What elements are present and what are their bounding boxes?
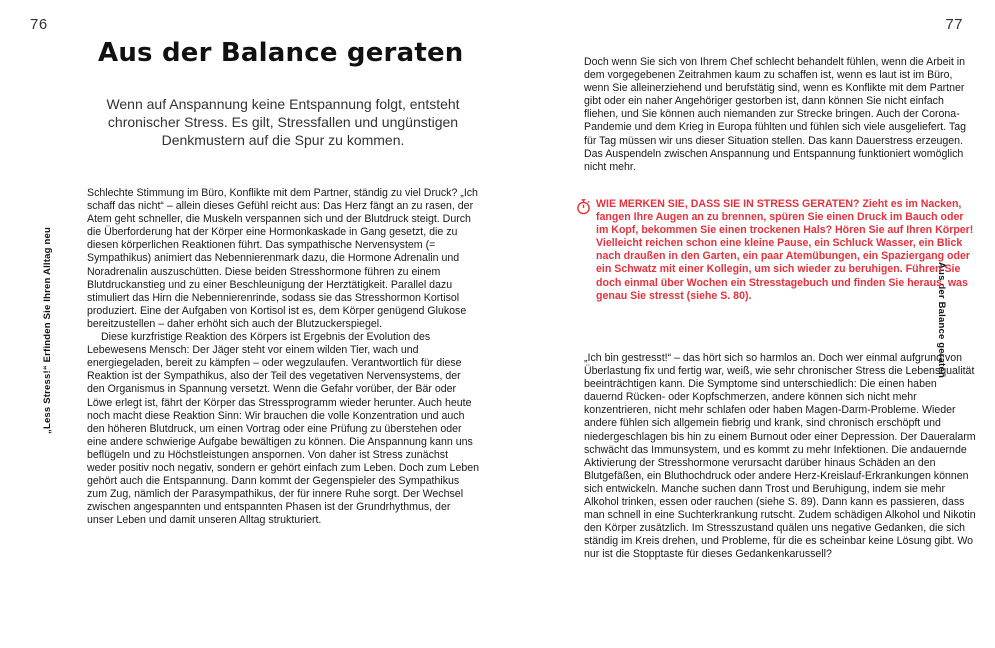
body-paragraph: Diese kurzfristige Reaktion des Körpers ist Ergebnis der Evolution des Lebewesens Mensch: Der Jäger steht vor einem wilden Tier, wach und energiegeladen, bereit zu kämpfen – oder wegzulaufen. Verantwortlich für diese Reaktion ist der Sympathikus, also der Teil des vegetativen Nervensystems, der den Organismus in Spannung versetzt. Wenn die Gefahr vorüber, der Bär oder Löwe erlegt ist, fährt der Körper das Stressprogramm wieder herunter. Auch heute noch macht diese Reaktion Sinn: Wir brauchen die volle Konzentration und auch den höheren Blutdruck, um einen Vortrag oder eine Prüfung zu überstehen oder eine andere schwierige Aufgabe bewältigen zu können. Die Anspannung kann uns beflügeln und zu Höchstleistungen anspornen. Von daher ist Stress zunächst weder positiv noch negativ, sondern er gehört einfach zum Leben. Doch zum Leben gehört auch die Entspannung. Dann kommt der Gegenspieler des Sympathikus zum Zug, nämlich der Parasympathikus, der für innere Ruhe sorgt. Der Wechsel zwischen angespannten und entspannten Phasen ist der Grundrhythmus, der unser Leben und damit unseren Alltag strukturiert. <box>87 331 480 527</box>
right-column-top <box>584 56 976 174</box>
callout-text: WIE MERKEN SIE, DASS SIE IN STRESS GERATEN? Zieht es im Nacken, fangen Ihre Augen an zu brennen, spüren Sie einen Druck im Bauch oder im Kopf, bekommen Sie einen trockenen Hals? Hören Sie auf Ihren Körper! Vielleicht reichen schon eine kleine Pause, ein Schluck Wasser, ein Blick nach draußen in den Garten, ein paar Atemübungen, ein Spaziergang oder ein Schwatz mit einer Kollegin, um sich wieder zu beruhigen. Führen Sie doch einmal über Wochen ein Stresstagebuch und finden Sie heraus, was genau Sie stresst (siehe S. 80). <box>596 198 974 302</box>
stopwatch-icon <box>576 198 591 215</box>
body-paragraph: „Ich bin gestresst!“ – das hört sich so harmlos an. Doch wer einmal aufgrund von Überlastung fix und fertig war, weiß, wie sehr chronischer Stress die Lebensqualität beeinträchtigen kann. Die Symptome sind unterschiedlich: Die einen haben dauernd Rücken- oder Kopfschmerzen, andere können sich nicht mehr konzentrieren, nicht mehr schlafen oder haben Magen-Darm-Probleme. Wieder andere fühlen sich allgemein fiebrig und krank, sind chronisch erschöpft und niedergeschlagen bis hin zu einem Burnout oder einer Depression. Der Daueralarm schwächt das Immunsystem, und es kommt zu mehr Infektionen. Die andauernde Aktivierung der Stresshormone verursacht darüber hinaus Schäden an den Blutgefäßen, ein Bluthochdruck oder andere Herz-Kreislauf-Erkrankungen können sich entwickeln. Manche suchen dann Trost und Beruhigung, indem sie mehr Alkohol trinken, essen oder rauchen (siehe S. 89). Dann kann es passieren, dass man schnell in eine Suchterkrankung rutscht. Zudem schädigen Alkohol und Nikotin den Körper zusätzlich. Im Stresszustand quälen uns negative Gedanken, die sich ständig im Kreis drehen, und Probleme, für die es scheinbar keine Lösung gibt. Wo nur ist die Stopptaste für dieses Gedankenkarussell? <box>584 352 976 561</box>
tip-callout <box>596 198 976 303</box>
right-column-bottom <box>584 352 976 562</box>
left-column <box>87 187 479 527</box>
running-head-left: „Less Stress!“ Erfinden Sie Ihren Alltag neu <box>42 227 53 434</box>
body-paragraph: Schlechte Stimmung im Büro, Konflikte mit dem Partner, ständig zu viel Druck? „Ich schaff das nicht“ – allein dieses Gefühl reicht aus: Das Herz fängt an zu rasen, der Atem geht schneller, die Muskeln verspannen sich und der Blutdruck steigt. Durch die Überforderung hat der Körper eine Hormonkaskade in Gang gesetzt, die zu diesen körperlichen Reaktionen führt. Das sympathische Nervensystem (= Sympathikus) animiert das Nebennierenmark dazu, die Hormone Adrenalin und Noradrenalin auszuschütten. Diese beiden Stresshormone führen zu einem Blutdruckanstieg und zu einer Beschleunigung der Herztätigkeit. Parallel dazu stimuliert das Hirn die Nebennierenrinde, sodass sie das Stresshormon Kortisol produziert. Eine der Aufgaben von Kortisol ist es, dem Körper genügend Glukose bereitzustellen – daher erhöht sich auch der Blutzuckerspiegel. <box>87 187 478 330</box>
page-number-right: 77 <box>945 16 963 33</box>
chapter-title: Aus der Balance geraten <box>98 38 464 68</box>
running-head-right: Aus der Balance geraten <box>936 262 947 379</box>
page-number-left: 76 <box>30 16 48 33</box>
intro-teaser: Wenn auf Anspannung keine Entspannung folgt, entsteht chronischer Stress. Es gilt, Stressfallen und ungünstigen Denkmustern auf die Spur zu kommen. <box>106 96 460 148</box>
body-paragraph: Doch wenn Sie sich von Ihrem Chef schlecht behandelt fühlen, wenn die Arbeit in dem vorgegebenen Zeitrahmen kaum zu schaffen ist, wenn es laut ist im Büro, wenn Sie alleinerziehend und berufstätig sind, wenn es Konflikte mit dem Partner gibt oder ein naher Angehöriger gestorben ist, dann können Sie nicht einfach fliehen, und Sie können auch niemanden zur Strecke bringen. Auch der Corona-Pandemie und dem Krieg in Europa fühlten und fühlen sich viele ausgeliefert. Tag für Tag müssen wir uns dieser Situation stellen. Das kann Dauerstress erzeugen. Das Auspendeln zwischen Anspannung und Entspannung funktioniert womöglich nicht mehr. <box>584 56 967 173</box>
